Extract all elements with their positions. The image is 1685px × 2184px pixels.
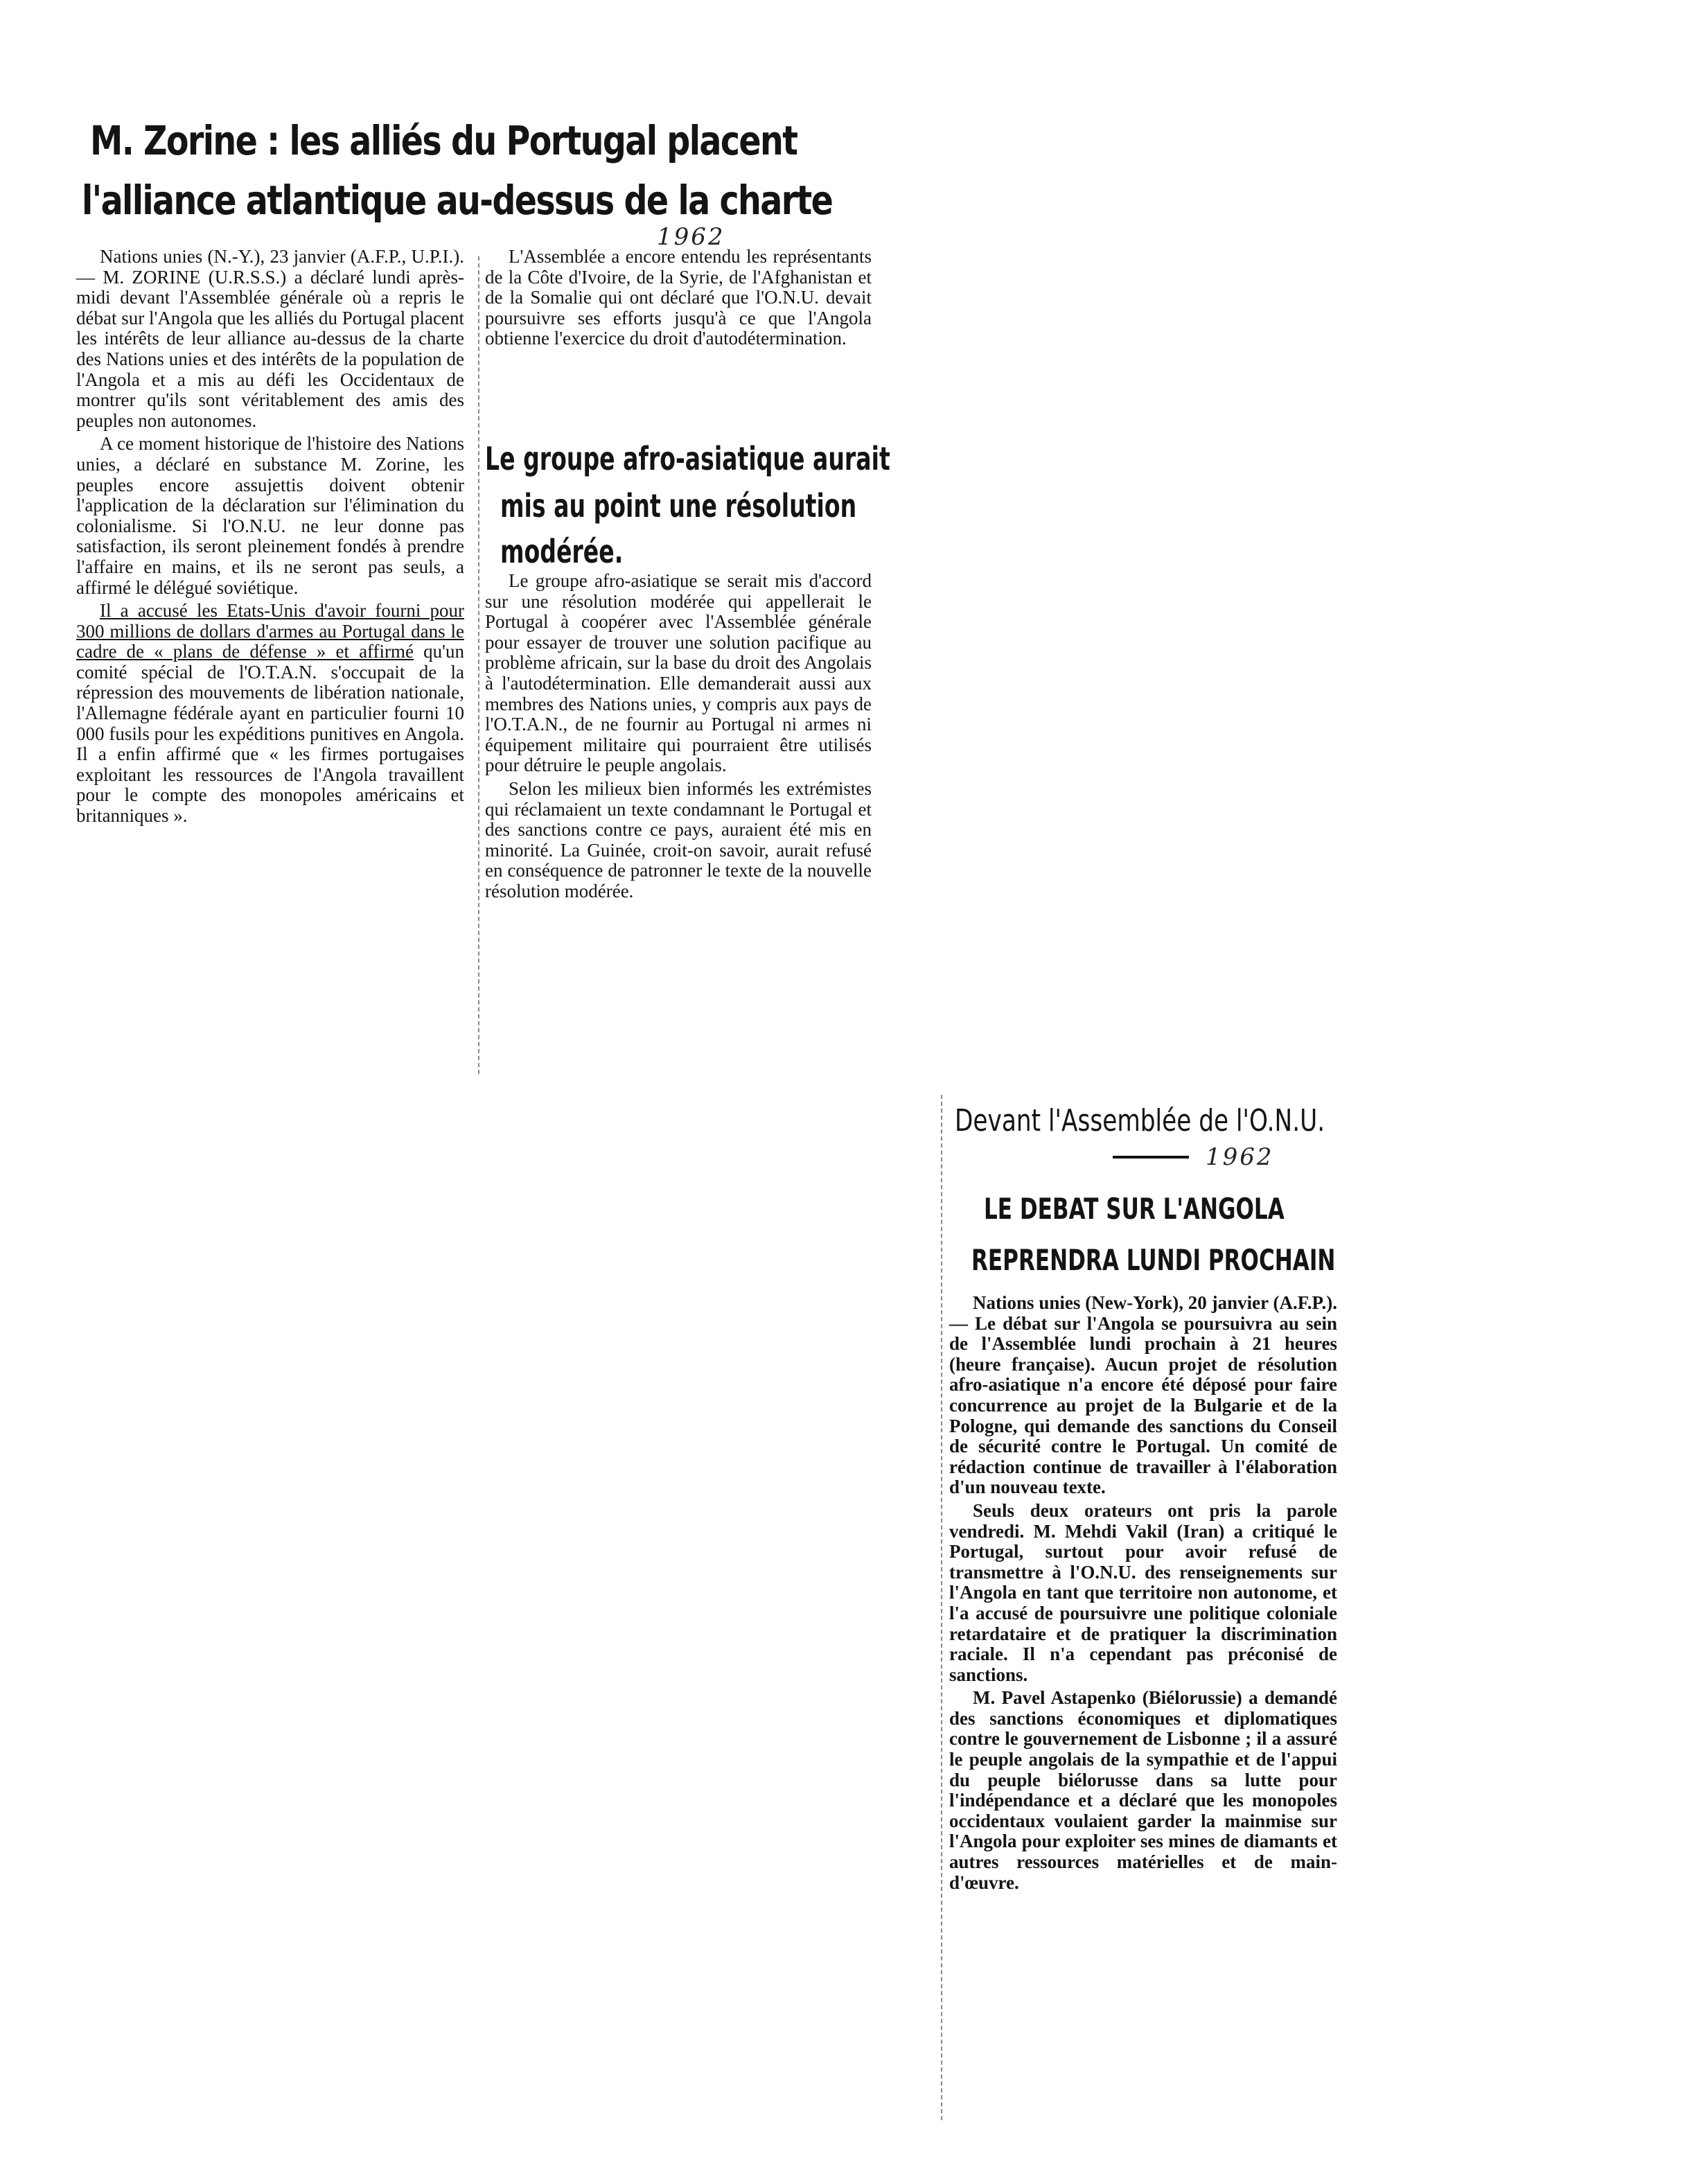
article2-headline-line2: REPRENDRA LUNDI PROCHAIN [971,1243,1336,1277]
article1-subhead-line2: mis au point une résolution [500,487,857,525]
article1-right-paragraph-1: L'Assemblée a encore entendu les représentants de la Côte d'Ivoire, de la Syrie, de l'Afghanistan et de la Somalie qui ont déclaré que l'O.N.U. devait poursuivre ses efforts jusqu'à ce que l'Angola obtienne l'exercice du droit d'autodétermination. [485,246,872,349]
article2-paragraph-3: M. Pavel Astapenko (Biélorussie) a demandé des sanctions économiques et diplomatiques contre le gouvernement de Lisbonne ; il a assuré le peuple angolais de la sympathie et de l'appui du peuple biélorusse dans sa lutte pour l'indépendance et a déclaré que les monopoles occidentaux voulaient garder la mainmise sur l'Angola pour exploiter ses mines de diamants et autres ressources matérielles et de main-d'œuvre. [949,1687,1337,1893]
article1-left-column [76,247,464,829]
article1-right-paragraph-3: Selon les milieux bien informés les extrémistes qui réclamaient un texte condamnant le Portugal et des sanctions contre ce pays, auraient été mis en minorité. La Guinée, croit-on savoir, aurait refusé en conséquence de patronner le texte de la nouvelle résolution modérée. [485,777,872,901]
article1-left-paragraph-1: Nations unies (N.-Y.), 23 janvier (A.F.P., U.P.I.). — M. ZORINE (U.R.S.S.) a déclaré lundi après-midi devant l'Assemblée générale où a repris le débat sur l'Angola que les alliés du Portugal placent les intérêts de leur alliance au-dessus de la charte des Nations unies et des intérêts de la population de l'Angola et a mis au défi les Occidentaux de montrer qu'ils sont véritablement des amis des peuples non autonomes. [76,246,464,431]
article1-headline-line2: l'alliance atlantique au-dessus de la charte [82,177,833,224]
article2-headline-line1: LE DEBAT SUR L'ANGOLA [984,1192,1285,1226]
article2-paragraph-1: Nations unies (New-York), 20 janvier (A.F.P.). — Le débat sur l'Angola se poursuivra au sein de l'Assemblée lundi prochain à 21 heures (heure française). Aucun projet de résolution afro-asiatique n'a encore été déposé pour faire concurrence au projet de la Bulgarie et de la Pologne, qui demande des sanctions du Conseil de sécurité contre le Portugal. Un comité de rédaction continue de travailler à l'élaboration d'un nouveau texte. [949,1292,1337,1498]
article1-headline-line1: M. Zorine : les alliés du Portugal placent [90,117,797,164]
article2-handwritten-date: 1962 [1206,1143,1274,1171]
article1-underlined-passage: Il a accusé les Etats-Unis d'avoir fourni pour 300 millions de dollars d'armes au Portugal dans le cadre de « plans de défense » et affirmé [76,600,464,662]
column-separator [478,256,479,1074]
article2-left-border [941,1095,942,2120]
article2-kicker: Devant l'Assemblée de l'O.N.U. [955,1103,1325,1138]
article1-left-paragraph-2: A ce moment historique de l'histoire des Nations unies, a déclaré en substance M. Zorine, les peuples encore assujettis doivent obtenir l'application de la déclaration sur l'élimination du colonialisme. Si l'O.N.U. ne leur donne pas satisfaction, ils seront pleinement fondés à prendre l'affaire en mains, et ils ne seront pas seuls, a affirmé le délégué soviétique. [76,433,464,598]
article1-right-column-bottom [485,571,872,905]
article1-left-paragraph-3 [76,601,464,827]
article2-body [949,1293,1337,1896]
article1-subhead-line1: Le groupe afro-asiatique aurait [485,440,890,477]
article1-left-paragraph-3-rest: qu'un comité spécial de l'O.T.A.N. s'occupait de la répression des mouvements de libération nationale, l'Allemagne fédérale ayant en particulier fourni 10 000 fusils pour les expéditions punitives en Angola. Il a enfin affirmé que « les firmes portugaises exploitant les ressources de l'Angola travaillent pour le compte des monopoles américains et britanniques ». [76,641,465,827]
article1-handwritten-date: 1962 [657,223,725,251]
article1-subhead-line3: modérée. [500,533,624,570]
article1-right-column-top [485,247,872,352]
article2-paragraph-2: Seuls deux orateurs ont pris la parole vendredi. M. Mehdi Vakil (Iran) a critiqué le Portugal, surtout pour avoir refusé de transmettre à l'O.N.U. des renseignements sur l'Angola en tant que territoire non autonome, et l'a accusé de poursuivre une politique coloniale retardataire et de pratiquer la discrimination raciale. Il n'a cependant pas préconisé de sanctions. [949,1499,1337,1685]
article1-right-paragraph-2: Le groupe afro-asiatique se serait mis d'accord sur une résolution modérée qui appellerait le Portugal à coopérer avec l'Assemblée générale pour essayer de trouver une solution pacifique au problème africain, sur la base du droit des Angolais à l'autodétermination. Elle demanderait aussi aux membres des Nations unies, y compris aux pays de l'O.T.A.N., de ne fournir au Portugal ni armes ni équipement militaire qui pourraient être utilisés pour détruire le peuple angolais. [485,570,872,776]
article2-short-rule [1113,1156,1189,1159]
